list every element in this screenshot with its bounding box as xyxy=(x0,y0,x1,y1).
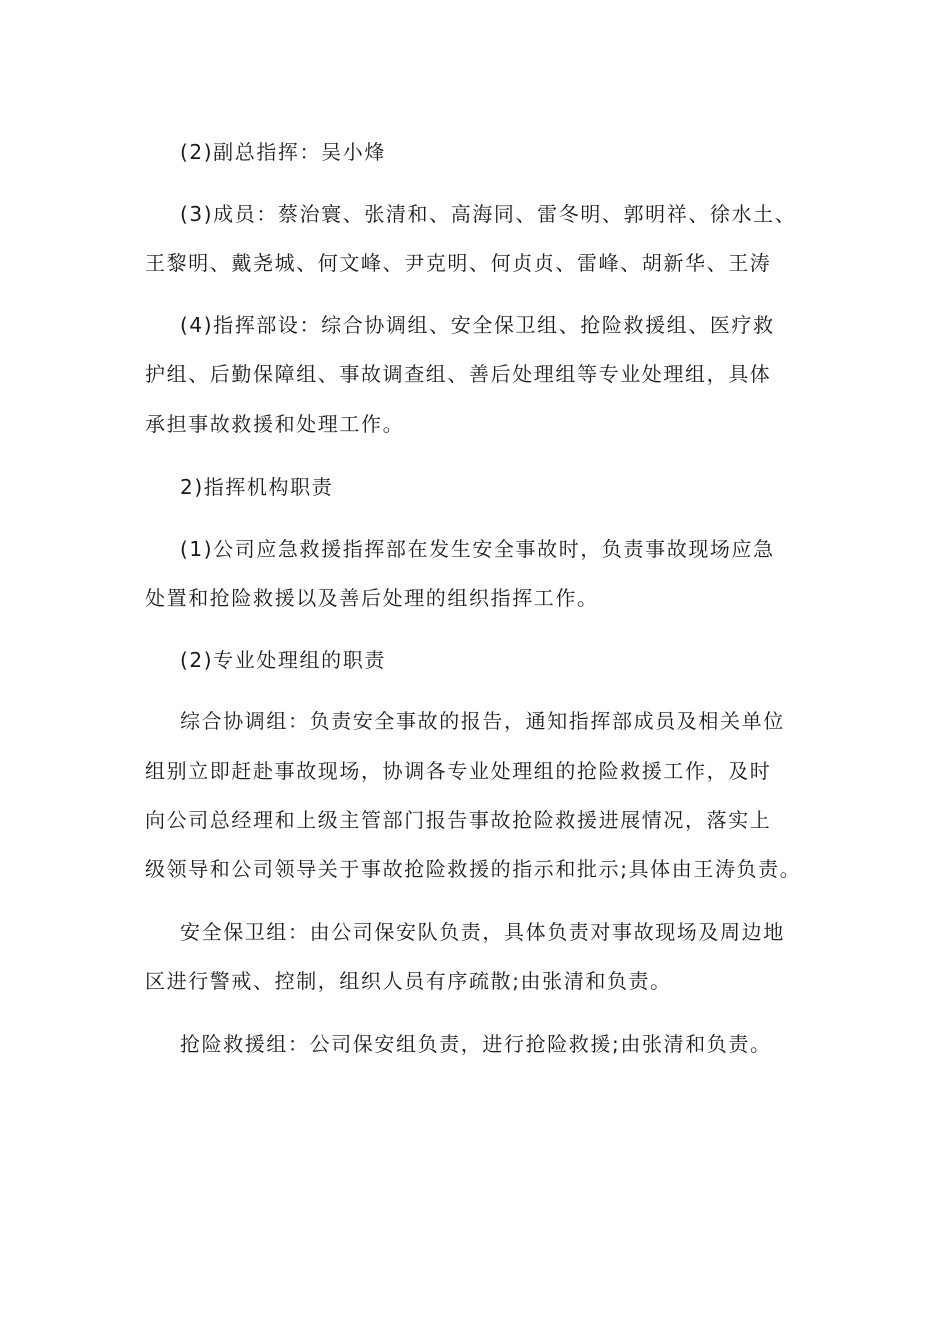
duty-1-line-cont: 处置和抢险救援以及善后处理的组织指挥工作。 xyxy=(145,586,599,610)
coordination-line-2: 组别立即赶赴事故现场，协调各专业处理组的抢险救援工作，及时 xyxy=(145,759,772,783)
hq-setup-line: (4)指挥部设：综合协调组、安全保卫组、抢险救援组、医疗救 xyxy=(180,313,775,337)
duty-1-line: (1)公司应急救援指挥部在发生安全事故时，负责事故现场应急 xyxy=(180,537,775,561)
rescue-line: 抢险救援组：公司保安组负责，进行抢险救援;由张清和负责。 xyxy=(180,1032,772,1056)
coordination-line-3: 向公司总经理和上级主管部门报告事故抢险救援进展情况，落实上 xyxy=(145,808,772,832)
duty-2-heading: (2)专业处理组的职责 xyxy=(180,648,386,672)
security-line-cont: 区进行警戒、控制，组织人员有序疏散;由张清和负责。 xyxy=(145,969,672,993)
coordination-line: 综合协调组：负责安全事故的报告，通知指挥部成员及相关单位 xyxy=(180,709,785,733)
members-line-cont: 王黎明、戴尧城、何文峰、尹克明、何贞贞、雷峰、胡新华、王涛 xyxy=(145,251,772,275)
hq-setup-line-cont: 护组、后勤保障组、事故调查组、善后处理组等专业处理组，具体 xyxy=(145,362,772,386)
section-heading: 2)指挥机构职责 xyxy=(180,475,334,499)
coordination-line-4: 级领导和公司领导关于事故抢险救援的指示和批示;具体由王涛负责。 xyxy=(145,857,802,881)
hq-setup-line-end: 承担事故救援和处理工作。 xyxy=(145,412,405,436)
members-line: (3)成员：蔡治寰、张清和、高海同、雷冬明、郭明祥、徐水土、 xyxy=(180,202,797,226)
deputy-commander-line: (2)副总指挥：吴小烽 xyxy=(180,140,386,164)
security-line: 安全保卫组：由公司保安队负责，具体负责对事故现场及周边地 xyxy=(180,920,785,944)
